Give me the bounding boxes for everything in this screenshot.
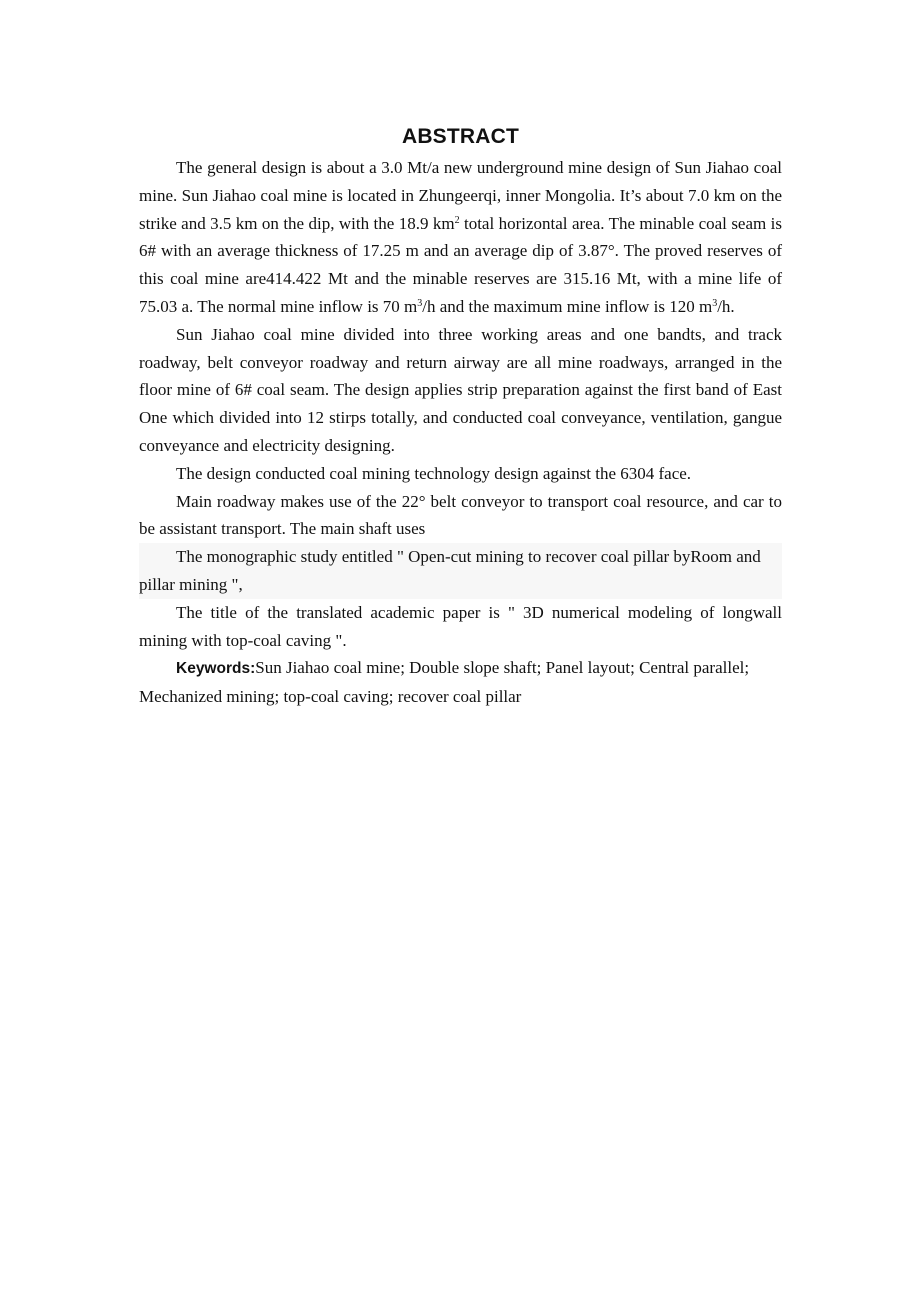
abstract-paragraph-1 (139, 154, 782, 321)
paragraph-1-text-b: total horizontal area. The minable coal seam is 6# with an average thickness of 17.25 m and an average dip of 3.87°. The proved reserves of this coal mine are414.422 Mt and the minable reserves are 315.16 Mt, with a mine life of 75.03 a. The normal mine inflow is 70 m (139, 213, 782, 316)
keywords-text: Sun Jiahao coal mine; Double slope shaft; Panel layout; Central parallel; Mechanized mining; top-coal caving; recover coal pillar (139, 658, 750, 707)
abstract-paragraph-2: Sun Jiahao coal mine divided into three working areas and one bandts, and track roadway, belt conveyor roadway and return airway are all mine roadways, arranged in the floor mine of 6# coal seam. The design applies strip preparation against the first band of East One which divided into 12 stirps totally, and conducted coal conveyance, ventilation, gangue conveyance and electricity designing. (139, 324, 782, 455)
abstract-title: ABSTRACT (401, 125, 520, 148)
abstract-paragraph-5: The monographic study entitled " Open-cut mining to recover coal pillar byRoom and pillar mining ", (139, 543, 782, 599)
superscript-inflow-unit-1: 3 (417, 297, 423, 309)
paragraph-1-text-d: /h. (717, 296, 735, 316)
superscript-area-unit: 2 (454, 214, 460, 226)
abstract-paragraph-6: The title of the translated academic paper is " 3D numerical modeling of longwall mining with top-coal caving ". (139, 602, 782, 650)
paragraph-1-text-a: The general design is about a 3.0 Mt/a new underground mine design of Sun Jiahao coal mine. Sun Jiahao coal mine is located in Zhungeerqi, inner Mongolia. It’s about 7.0 km on the strike and 3.5 km on the dip, with the 18.9 km (139, 158, 782, 233)
keywords-label: Keywords: (176, 660, 256, 678)
superscript-inflow-unit-2: 3 (712, 297, 718, 309)
abstract-paragraph-4: Main roadway makes use of the 22° belt conveyor to transport coal resource, and car to be assistant transport. The main shaft uses (139, 491, 782, 539)
abstract-body (139, 122, 782, 711)
keywords-paragraph (139, 654, 782, 711)
abstract-paragraph-3: The design conducted coal mining technology design against the 6304 face. (176, 463, 692, 483)
paragraph-1-text-c: /h and the maximum mine inflow is 120 m (422, 296, 713, 316)
